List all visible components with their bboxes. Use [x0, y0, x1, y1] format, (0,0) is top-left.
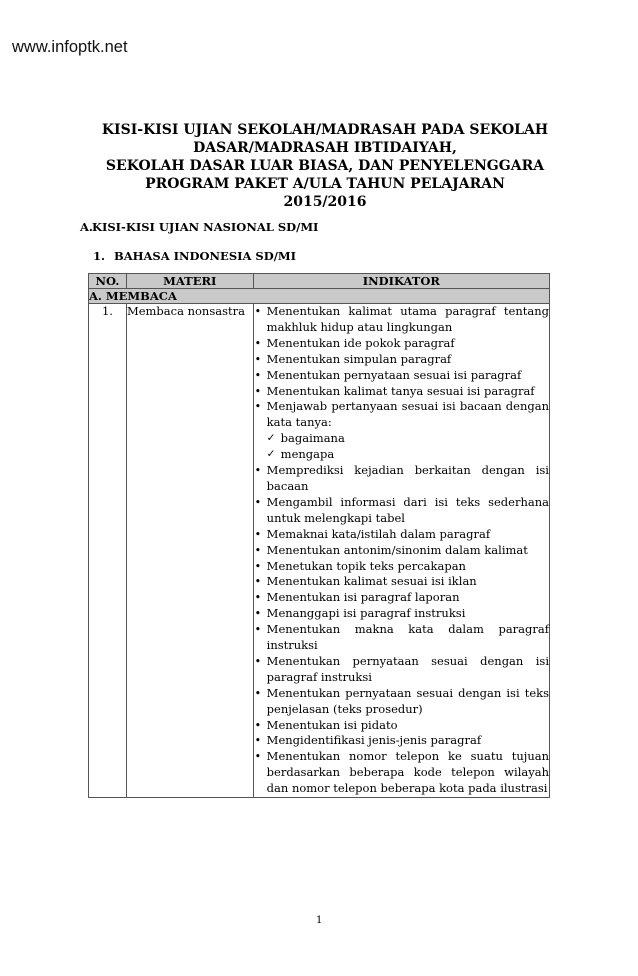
indikator-text: Menjawab pertanyaan sesuai isi bacaan dengan kata tanya:	[266, 399, 549, 430]
bullet-icon: •	[254, 368, 262, 382]
title-line-3: SEKOLAH DASAR LUAR BIASA, DAN PENYELENGGARA	[105, 158, 545, 174]
kisi-kisi-table	[88, 273, 550, 798]
section-heading	[80, 220, 318, 234]
bullet-icon: •	[254, 654, 262, 668]
indikator-text: Menentukan pernyataan sesuai dengan isi teks penjelasan (teks prosedur)	[266, 685, 549, 716]
bullet-icon: •	[254, 686, 262, 700]
sub-list-item	[267, 431, 549, 447]
indikator-text: Menentukan ide pokok paragraf	[266, 335, 455, 350]
indikator-text: Menentukan pernyataan sesuai isi paragraf	[266, 367, 522, 382]
bullet-icon: •	[254, 543, 262, 557]
list-item	[254, 304, 549, 336]
bullet-icon: •	[254, 623, 262, 637]
bullet-icon: •	[254, 575, 262, 589]
list-item	[254, 733, 549, 749]
bullet-icon: •	[254, 734, 262, 748]
list-item	[254, 463, 549, 495]
list-item	[254, 399, 549, 463]
indikator-text: Memprediksi kejadian berkaitan dengan isi bacaan	[266, 463, 549, 493]
sub-item-text: mengapa	[280, 447, 335, 462]
bullet-icon: •	[254, 464, 262, 478]
header-indikator: INDIKATOR	[253, 274, 549, 289]
indikator-text: Menanggapi isi paragraf instruksi	[266, 606, 466, 621]
list-item	[254, 384, 549, 400]
list-item	[254, 495, 549, 527]
row-materi: Membaca nonsastra	[126, 304, 253, 798]
indikator-text: Menetukan topik teks percakapan	[266, 558, 466, 573]
bullet-icon: •	[254, 527, 262, 541]
header-no: NO.	[89, 274, 127, 289]
table-row	[89, 304, 550, 798]
bullet-icon: •	[254, 400, 262, 414]
indikator-text: Menentukan isi paragraf laporan	[266, 590, 460, 605]
indikator-text: Menentukan isi pidato	[266, 717, 398, 732]
bullet-icon: •	[254, 336, 262, 350]
check-icon: ✓	[266, 432, 276, 445]
list-item	[254, 574, 549, 590]
indikator-text: Menentukan kalimat tanya sesuai isi paragraf	[266, 383, 535, 398]
list-item	[254, 336, 549, 352]
list-item	[254, 718, 549, 734]
title-line-4: PROGRAM PAKET A/ULA TAHUN PELAJARAN	[145, 176, 505, 192]
indikator-text: Mengambil informasi dari isi teks sederhana untuk melengkapi tabel	[266, 494, 549, 525]
title-line-2: DASAR/MADRASAH IBTIDAIYAH,	[193, 140, 457, 156]
table-group-row	[89, 289, 550, 304]
bullet-icon: •	[254, 718, 262, 732]
list-item	[254, 606, 549, 622]
subsection-number: 1.	[93, 249, 106, 263]
section-number: A.	[80, 220, 93, 234]
bullet-icon: •	[254, 495, 262, 509]
section-label: KISI-KISI UJIAN NASIONAL SD/MI	[92, 220, 319, 234]
check-icon: ✓	[266, 448, 276, 461]
list-item	[254, 543, 549, 559]
bullet-icon: •	[254, 607, 262, 621]
bullet-icon: •	[254, 559, 262, 573]
sub-list-item	[267, 447, 549, 463]
list-item	[254, 686, 549, 718]
header-materi: MATERI	[126, 274, 253, 289]
indikator-text: Menentukan antonim/sinonim dalam kalimat	[266, 542, 528, 557]
list-item	[254, 749, 549, 797]
sub-item-text: bagaimana	[280, 431, 345, 446]
indikator-text: Memaknai kata/istilah dalam paragraf	[266, 526, 491, 541]
row-indikator-cell	[253, 304, 549, 798]
subsection-heading	[93, 249, 296, 263]
title-line-1: KISI-KISI UJIAN SEKOLAH/MADRASAH PADA SEKOLAH	[101, 122, 549, 138]
row-number: 1.	[89, 304, 127, 798]
bullet-icon: •	[254, 591, 262, 605]
bullet-icon: •	[254, 384, 262, 398]
document-title	[100, 121, 550, 211]
list-item	[254, 352, 549, 368]
indikator-text: Menentukan kalimat sesuai isi iklan	[266, 574, 477, 589]
indikator-list	[254, 304, 549, 797]
subsection-label: BAHASA INDONESIA SD/MI	[114, 249, 297, 263]
bullet-icon: •	[254, 305, 262, 318]
indikator-text: Menentukan kalimat utama paragraf tentang makhluk hidup atau lingkungan	[266, 304, 549, 334]
indikator-text: Menentukan simpulan paragraf	[266, 351, 452, 366]
table-header-row	[89, 274, 550, 289]
page-number: 1	[316, 915, 323, 926]
title-line-5: 2015/2016	[283, 194, 367, 210]
list-item	[254, 654, 549, 686]
indikator-text: Menentukan nomor telepon ke suatu tujuan berdasarkan beberapa kode telepon wilayah dan nomor telepon beberapa kota pada ilustrasi	[266, 749, 549, 796]
bullet-icon: •	[254, 750, 262, 764]
list-item	[254, 559, 549, 575]
list-item	[254, 368, 549, 384]
indikator-text: Menentukan makna kata dalam paragraf instruksi	[266, 622, 549, 653]
indikator-text: Mengidentifikasi jenis-jenis paragraf	[266, 733, 482, 748]
list-item	[254, 527, 549, 543]
indikator-text: Menentukan pernyataan sesuai dengan isi paragraf instruksi	[266, 653, 549, 684]
bullet-icon: •	[254, 352, 262, 366]
list-item	[254, 622, 549, 654]
sub-list	[267, 431, 549, 463]
list-item	[254, 590, 549, 606]
website-watermark: www.infoptk.net	[12, 38, 128, 56]
group-label: A. MEMBACA	[89, 289, 550, 304]
